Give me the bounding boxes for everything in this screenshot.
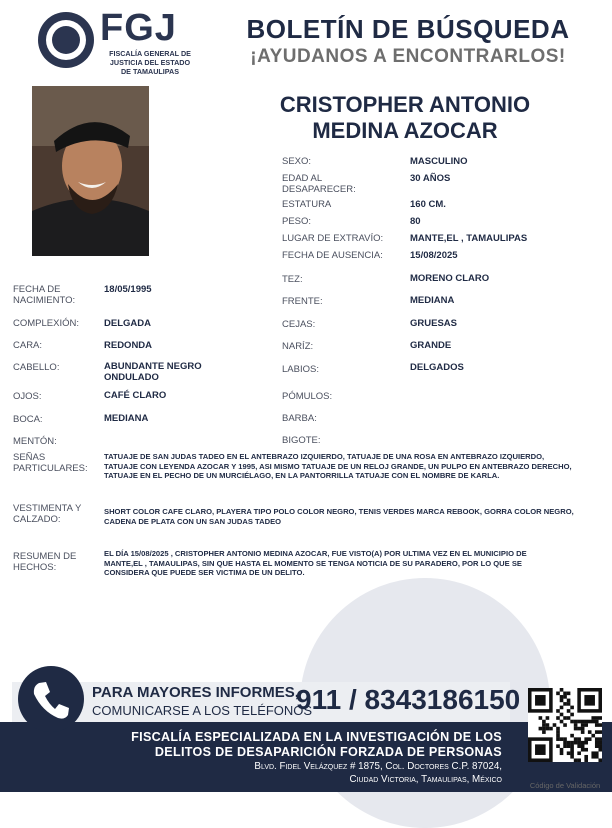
lips-label: LABIOS: [282,364,319,375]
marks-label: SEÑAS PARTICULARES: [13,452,88,474]
hair-label: CABELLO: [13,362,60,373]
qr-caption: Código de Validación [529,781,601,790]
weight-value: 80 [410,216,421,227]
clothing-value: SHORT COLOR CAFE CLARO, PLAYERA TIPO POLO COLOR NEGRO, TENIS VERDES MARCA REBOOK, GORRA COLOR NEGRO, CADENA DE PLATA CON UN SAN JUDAS TADEO [104,507,574,526]
height-label: ESTATURA [282,199,332,210]
sex-label: SEXO: [282,156,312,167]
height-value: 160 CM. [410,199,446,210]
footer-address: Blvd. Fidel Velázquez # 1875, Col. Doctores C.P. 87024, Ciudad Victoria, Tamaulipas, México [254,761,502,785]
eyebrows-value: GRUESAS [410,318,457,329]
chin-label: MENTÓN: [13,436,57,447]
location-label: LUGAR DE EXTRAVÍO: [282,233,384,244]
absence-date-value: 15/08/2025 [410,250,458,261]
footer-office: FISCALÍA ESPECIALIZADA EN LA INVESTIGACIÓN DE LOS DELITOS DE DESAPARICIÓN FORZADA DE PERSONAS [131,730,502,759]
beard-label: BARBA: [282,413,317,424]
nose-label: NARÍZ: [282,341,314,352]
sex-value: MASCULINO [410,156,468,167]
fgj-seal-logo [38,12,94,68]
location-value: MANTE,EL , TAMAULIPAS [410,233,528,244]
bulletin-subtitle: ¡AYUDANOS A ENCONTRARLOS! [250,46,566,67]
eyes-label: OJOS: [13,391,42,402]
fgj-logo-subtitle: FISCALÍA GENERAL DE JUSTICIA DEL ESTADO DE TAMAULIPAS [109,49,191,76]
birthdate-value: 18/05/1995 [104,284,152,295]
eyebrows-label: CEJAS: [282,319,316,330]
person-name: CRISTOPHER ANTONIO MEDINA AZOCAR [279,92,531,143]
birthdate-label: FECHA DE NACIMIENTO: [13,284,76,306]
build-label: COMPLEXIÓN: [13,318,79,329]
bulletin-title: BOLETÍN DE BÚSQUEDA [246,14,570,44]
qr-code[interactable] [528,688,602,762]
mouth-value: MEDIANA [104,413,149,424]
clothing-label: VESTIMENTA Y CALZADO: [13,503,82,525]
age-label: EDAD AL DESAPARECER: [282,173,356,195]
face-value: REDONDA [104,340,153,351]
phone-icon [18,666,84,732]
weight-label: PESO: [282,216,312,227]
age-value: 30 AÑOS [410,173,451,184]
cheekbones-label: PÓMULOS: [282,391,333,402]
forehead-value: MEDIANA [410,295,455,306]
build-value: DELGADA [104,318,151,329]
mustache-label: BIGOTE: [282,435,321,446]
forehead-label: FRENTE: [282,296,323,307]
skin-value: MORENO CLARO [410,273,490,284]
contact-line1: PARA MAYORES INFORMES, [92,684,299,701]
marks-value: TATUAJE DE SAN JUDAS TADEO EN EL ANTEBRAZO IZQUIERDO, TATUAJE DE UNA ROSA EN ANTEBRAZO IZQUIERDO, TATUAJE CON LEYENDA AZOCAR Y 1995, ASI MISMO TATUAJE DE UN RELOJ GRANDE, UN PULPO EN ANTEBRAZO DERECHO, TATUAJE EN EL PECHO DE UN MURCIÉLAGO, EN LA PANTORRILLA TATUAJE CON EL NOMBRE DE KARLA. [104,452,572,480]
contact-phones: 911 / 8343186150 [296,684,521,715]
eyes-value: CAFÉ CLARO [104,390,167,401]
lips-value: DELGADOS [410,362,464,373]
face-label: CARA: [13,340,43,351]
hair-value: ABUNDANTE NEGRO ONDULADO [104,361,202,383]
skin-label: TEZ: [282,274,303,285]
fgj-logo-text: FGJ [100,7,177,49]
mouth-label: BOCA: [13,414,43,425]
summary-value: EL DÍA 15/08/2025 , CRISTOPHER ANTONIO MEDINA AZOCAR, FUE VISTO(A) POR ULTIMA VEZ EN EL MUNICIPIO DE MANTE,EL , TAMAULIPAS, SIN QUE HASTA EL MOMENTO SE TENGA NOTICIA DE SU PARADERO, POR LO QUE SE CONSIDERA QUE PUEDE SER VICTIMA DE UN DELITO. [104,549,527,577]
missing-person-photo [32,86,149,256]
nose-value: GRANDE [410,340,452,351]
contact-line2: COMUNICARSE A LOS TELÉFONOS [92,703,313,718]
absence-date-label: FECHA DE AUSENCIA: [282,250,383,261]
summary-label: RESUMEN DE HECHOS: [13,551,77,573]
